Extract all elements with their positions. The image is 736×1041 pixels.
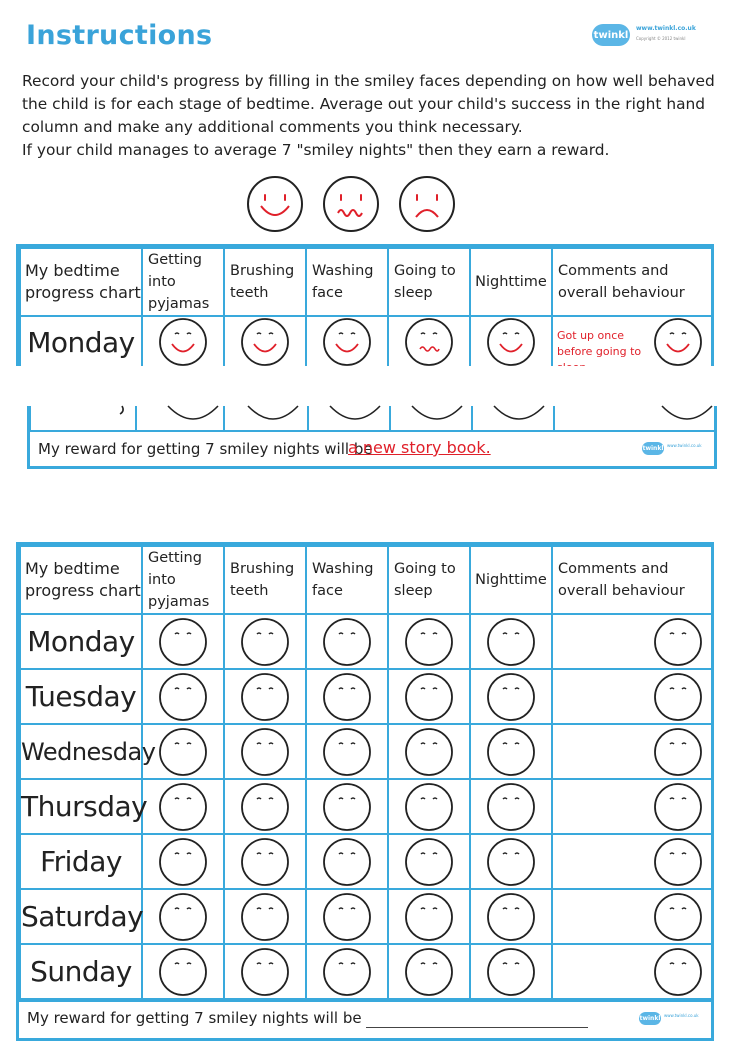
day-label: Monday bbox=[20, 614, 142, 669]
happy-face-icon[interactable] bbox=[240, 317, 290, 367]
blank-face-icon[interactable] bbox=[158, 727, 208, 777]
header-row bbox=[20, 546, 712, 614]
logo-url: www.twinkl.co.uk bbox=[636, 25, 696, 32]
blank-face-icon[interactable] bbox=[158, 672, 208, 722]
face-cell[interactable] bbox=[388, 834, 470, 889]
header-sleep: Going to sleep bbox=[394, 561, 456, 599]
comment-text: Got up once before going to bbox=[557, 329, 642, 358]
blank-face-icon[interactable] bbox=[322, 727, 372, 777]
day-row bbox=[20, 614, 712, 669]
face-cell[interactable] bbox=[224, 614, 306, 669]
face-cell[interactable] bbox=[388, 614, 470, 669]
face-cell[interactable] bbox=[224, 779, 306, 834]
face-cell[interactable] bbox=[224, 834, 306, 889]
blank-face-icon[interactable] bbox=[653, 617, 703, 667]
face-cell[interactable] bbox=[388, 779, 470, 834]
face-cell[interactable] bbox=[142, 779, 224, 834]
wavy-face-icon[interactable] bbox=[404, 317, 454, 367]
face-cell[interactable] bbox=[224, 724, 306, 779]
blank-face-icon[interactable] bbox=[240, 837, 290, 887]
twinkl-logo bbox=[592, 22, 712, 52]
mini-logo-brand: twinkl bbox=[639, 1012, 661, 1025]
instructions-text bbox=[22, 70, 722, 162]
face-cell[interactable] bbox=[306, 669, 388, 724]
instructions-reward-note: If your child manages to average 7 "smiley nights" then they earn a reward. bbox=[22, 141, 610, 159]
blank-face-icon[interactable] bbox=[404, 727, 454, 777]
face-cell[interactable] bbox=[388, 944, 470, 999]
face-cell[interactable] bbox=[388, 889, 470, 944]
blank-face-icon[interactable] bbox=[240, 947, 290, 997]
face-cell[interactable] bbox=[470, 779, 552, 834]
torn-gap bbox=[16, 366, 720, 406]
blank-face-icon[interactable] bbox=[240, 727, 290, 777]
face-cell[interactable] bbox=[142, 834, 224, 889]
blank-chart bbox=[16, 542, 714, 1041]
blank-face-icon[interactable] bbox=[240, 782, 290, 832]
day-row bbox=[20, 834, 712, 889]
header-sleep: Going to sleep bbox=[394, 263, 456, 301]
header-pyjamas: Getting into pyjamas bbox=[148, 550, 210, 610]
comment-cell[interactable] bbox=[552, 724, 712, 779]
face-cell[interactable] bbox=[388, 724, 470, 779]
blank-face-icon[interactable] bbox=[240, 672, 290, 722]
face-cell[interactable] bbox=[306, 834, 388, 889]
comment-cell[interactable] bbox=[552, 614, 712, 669]
reward-label: My reward for getting 7 smiley nights will be bbox=[38, 440, 373, 458]
twinkl-logo bbox=[642, 442, 702, 456]
blank-face-icon[interactable] bbox=[158, 892, 208, 942]
blank-face-icon[interactable] bbox=[486, 782, 536, 832]
blank-face-icon[interactable] bbox=[322, 892, 372, 942]
header-teeth: Brushing teeth bbox=[230, 561, 295, 599]
blank-face-icon[interactable] bbox=[486, 617, 536, 667]
face-cell[interactable] bbox=[388, 669, 470, 724]
blank-face-icon[interactable] bbox=[404, 782, 454, 832]
day-label: Tuesday bbox=[20, 669, 142, 724]
reward-blank-line[interactable] bbox=[366, 1009, 588, 1028]
face-cell[interactable] bbox=[306, 889, 388, 944]
blank-face-icon[interactable] bbox=[653, 727, 703, 777]
blank-face-icon[interactable] bbox=[240, 617, 290, 667]
blank-face-icon[interactable] bbox=[653, 672, 703, 722]
example-chart bbox=[16, 244, 714, 372]
blank-face-icon[interactable] bbox=[322, 947, 372, 997]
face-cell[interactable] bbox=[224, 944, 306, 999]
reward-value[interactable]: a new story book. bbox=[348, 438, 491, 457]
header-comments: Comments and overall behaviour bbox=[558, 561, 685, 599]
comment-cell[interactable] bbox=[552, 779, 712, 834]
day-label: Wednesday bbox=[20, 724, 142, 779]
blank-face-icon[interactable] bbox=[158, 617, 208, 667]
mini-logo-brand: twinkl bbox=[642, 442, 664, 455]
happy-face-icon bbox=[245, 174, 305, 234]
face-cell[interactable] bbox=[470, 724, 552, 779]
mini-logo-url: www.twinkl.co.uk bbox=[667, 443, 702, 448]
face-cell[interactable] bbox=[470, 944, 552, 999]
day-label: Saturday bbox=[20, 889, 142, 944]
header-chart: My bedtime progress chart bbox=[25, 559, 141, 600]
header-pyjamas: Getting into pyjamas bbox=[148, 252, 210, 312]
face-cell[interactable] bbox=[470, 669, 552, 724]
face-cell[interactable] bbox=[306, 614, 388, 669]
blank-face-icon[interactable] bbox=[486, 892, 536, 942]
blank-face-icon[interactable] bbox=[322, 672, 372, 722]
blank-face-icon[interactable] bbox=[404, 947, 454, 997]
header-teeth: Brushing teeth bbox=[230, 263, 295, 301]
face-cell[interactable] bbox=[142, 669, 224, 724]
blank-face-icon[interactable] bbox=[653, 837, 703, 887]
wavy-face-icon bbox=[321, 174, 381, 234]
blank-face-icon[interactable] bbox=[322, 837, 372, 887]
twinkl-logo bbox=[639, 1012, 699, 1026]
face-cell[interactable] bbox=[142, 944, 224, 999]
header-chart: My bedtime progress chart bbox=[25, 261, 141, 302]
blank-face-icon[interactable] bbox=[404, 617, 454, 667]
day-label: Friday bbox=[20, 834, 142, 889]
face-legend bbox=[245, 174, 475, 236]
happy-face-icon[interactable] bbox=[322, 317, 372, 367]
blank-face-icon[interactable] bbox=[158, 837, 208, 887]
mini-logo-url: www.twinkl.co.uk bbox=[664, 1013, 699, 1018]
day-label: Sunday bbox=[20, 944, 142, 999]
day-label: Thursday bbox=[20, 779, 142, 834]
partial-faces-row bbox=[30, 406, 714, 430]
happy-face-icon[interactable] bbox=[486, 317, 536, 367]
header-face: Washing face bbox=[312, 263, 374, 301]
reward-label: My reward for getting 7 smiley nights will be bbox=[27, 1009, 588, 1028]
blank-face-icon[interactable] bbox=[653, 947, 703, 997]
face-cell[interactable] bbox=[306, 944, 388, 999]
blank-face-icon[interactable] bbox=[240, 892, 290, 942]
header-comments: Comments and overall behaviour bbox=[558, 263, 685, 301]
logo-copyright: Copyright © 2012 twinkl bbox=[636, 36, 686, 41]
blank-face-icon[interactable] bbox=[404, 892, 454, 942]
blank-face-icon[interactable] bbox=[158, 947, 208, 997]
blank-face-icon[interactable] bbox=[486, 837, 536, 887]
blank-face-icon[interactable] bbox=[653, 782, 703, 832]
face-cell[interactable] bbox=[224, 889, 306, 944]
happy-face-icon[interactable] bbox=[653, 317, 703, 367]
comment-cell[interactable] bbox=[552, 834, 712, 889]
instructions-paragraph: Record your child's progress by filling in the smiley faces depending on how well behaved the child is for each stage of bedtime. Average out your child's success in the right hand column and make any additional comments you think necessary. bbox=[22, 72, 715, 136]
blank-face-icon[interactable] bbox=[486, 947, 536, 997]
blank-face-icon[interactable] bbox=[486, 672, 536, 722]
example-reward-row bbox=[30, 430, 714, 468]
face-cell[interactable] bbox=[470, 614, 552, 669]
header-nighttime: Nighttime bbox=[475, 572, 547, 588]
blank-face-icon[interactable] bbox=[653, 892, 703, 942]
example-row-monday bbox=[20, 316, 712, 368]
day-label: Monday bbox=[20, 316, 142, 368]
comment-cell[interactable] bbox=[552, 889, 712, 944]
face-cell[interactable] bbox=[142, 889, 224, 944]
page-title: Instructions bbox=[26, 20, 213, 51]
happy-face-icon[interactable] bbox=[158, 317, 208, 367]
header-face: Washing face bbox=[312, 561, 374, 599]
day-row bbox=[20, 889, 712, 944]
blank-reward-row bbox=[19, 1000, 711, 1038]
blank-face-icon[interactable] bbox=[322, 782, 372, 832]
face-cell[interactable] bbox=[470, 834, 552, 889]
day-row bbox=[20, 724, 712, 779]
logo-brand: twinkl bbox=[592, 24, 630, 46]
blank-face-icon[interactable] bbox=[404, 672, 454, 722]
blank-face-icon[interactable] bbox=[486, 727, 536, 777]
blank-face-icon[interactable] bbox=[158, 782, 208, 832]
face-cell[interactable] bbox=[224, 669, 306, 724]
sad-face-icon bbox=[397, 174, 457, 234]
face-cell[interactable] bbox=[306, 779, 388, 834]
face-cell[interactable] bbox=[142, 614, 224, 669]
header-nighttime: Nighttime bbox=[475, 274, 547, 290]
day-row bbox=[20, 669, 712, 724]
comment-cell[interactable] bbox=[552, 944, 712, 999]
face-cell[interactable] bbox=[306, 724, 388, 779]
day-row bbox=[20, 779, 712, 834]
example-chart-footer bbox=[27, 406, 717, 469]
blank-face-icon[interactable] bbox=[322, 617, 372, 667]
header-row bbox=[20, 248, 712, 316]
face-cell[interactable] bbox=[470, 889, 552, 944]
day-row bbox=[20, 944, 712, 999]
blank-face-icon[interactable] bbox=[404, 837, 454, 887]
comment-cell[interactable] bbox=[552, 669, 712, 724]
